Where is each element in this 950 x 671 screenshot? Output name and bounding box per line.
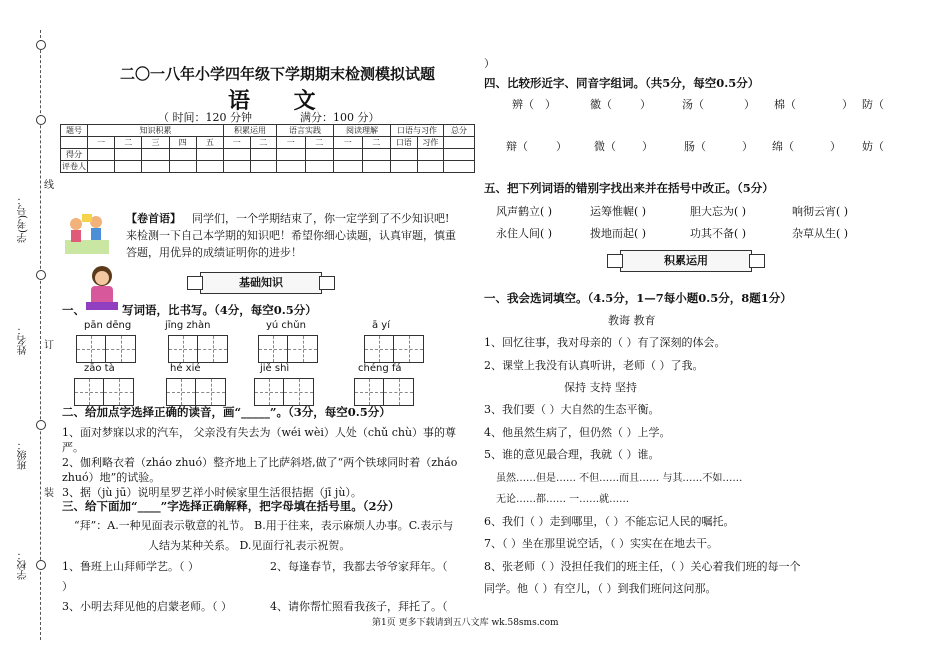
- q5-item: 功其不备( ): [690, 227, 747, 240]
- pinyin: yú chǔn: [266, 320, 306, 331]
- q4-item: 妨（: [862, 140, 884, 153]
- q4-item: 徽（: [590, 98, 612, 111]
- girl-illustration: [78, 262, 126, 312]
- pinyin: ā yí: [372, 320, 391, 331]
- q2-item: 严。: [62, 441, 84, 454]
- pinyin: chéng fá: [358, 363, 402, 374]
- word-choices: 虽然……但是…… 不但……而且…… 与其……不如……: [496, 473, 743, 484]
- writing-grid[interactable]: [74, 378, 134, 406]
- r1-item: 1、回忆往事，我对母亲的（ ）有了深刻的体会。: [484, 336, 726, 349]
- exam-title: 二〇一八年小学四年级下学期期末检测模拟试题: [120, 65, 436, 83]
- score-header: 语言实践: [277, 125, 334, 137]
- intro-label: 【卷首语】: [126, 212, 181, 225]
- q2-title: 二、给加点字选择正确的读音，画“_____”。（3分，每空0.5分）: [62, 405, 391, 419]
- score-header: 口语与习作: [391, 125, 444, 137]
- score-header: 阅读理解: [334, 125, 391, 137]
- word-choices: 保持 支持 坚持: [564, 381, 637, 394]
- exam-subject: 语 文: [228, 88, 334, 114]
- q5-item: 杂草从生( ): [792, 227, 849, 240]
- score-sub: 二: [115, 137, 142, 149]
- q4-item: 微（: [594, 140, 616, 153]
- q4-item: 绵（: [772, 140, 794, 153]
- score-sub: 三: [142, 137, 169, 149]
- q1-title: 写词语，比书写。（4分，每空0.5分）: [122, 303, 317, 317]
- r1-item: 7、（ ）坐在那里说空话，（ ）实实在在地去干。: [484, 537, 718, 550]
- q4-item: 汤（: [682, 98, 704, 111]
- r1-item: 8、张老师（ ）没担任我们的班主任，（ ）关心着我们班的每一个: [484, 560, 801, 573]
- q3-item: 2、每逢春节，我都去爷爷家拜年。（: [270, 560, 448, 573]
- q3-item: 1、鲁班上山拜师学艺。（ ）: [62, 560, 199, 573]
- q5-item: 风声鹤立( ): [496, 205, 553, 218]
- q5-item: 响彻云宵( ): [792, 205, 849, 218]
- score-sub: 五: [196, 137, 223, 149]
- writing-grid[interactable]: [354, 378, 414, 406]
- pinyin: pān dēng: [84, 320, 132, 331]
- q4-item: 辨（: [512, 98, 534, 111]
- q3-item: 3、小明去拜见他的启蒙老师。（ ）: [62, 600, 232, 613]
- binding-hole: [36, 115, 46, 125]
- score-table: [60, 124, 475, 173]
- writing-grid[interactable]: [258, 335, 318, 363]
- cut-mark: 线: [44, 180, 54, 191]
- writing-grid[interactable]: [168, 335, 228, 363]
- q5-item: 永住人间( ): [496, 227, 553, 240]
- r1-item: 5、谁的意见最合理，我就（ ）谁。: [484, 448, 660, 461]
- continued-bracket: ）: [484, 57, 495, 70]
- score-sub: 习作: [417, 137, 444, 149]
- q1-prefix: 一、: [62, 303, 85, 317]
- r1-item: 2、课堂上我没有认真听讲，老师（ ）了我。: [484, 359, 704, 372]
- score-row-label: 得分: [61, 149, 88, 161]
- accumulation-banner: 积累运用: [620, 250, 752, 272]
- student-id-label: 学(考)号：: [18, 195, 29, 243]
- cut-mark: 装: [44, 488, 54, 499]
- word-choices: 无论……都…… 一……就……: [496, 494, 630, 505]
- exam-time: （ 时间：120 分钟: [158, 111, 252, 124]
- word-choices: 教诲 教育: [608, 314, 656, 327]
- school-label: 学校：: [18, 550, 29, 580]
- binding-hole: [36, 270, 46, 280]
- page-footer: 第1页 更多下载请到五八文库 wk.58sms.com: [372, 618, 559, 628]
- score-sub: 二: [362, 137, 391, 149]
- score-sub: 一: [224, 137, 251, 149]
- q2-item: 3、据（jù jū）说明星罗艺祥小时候家里生活很拮据（jī jù）。: [62, 486, 362, 499]
- q5-item: 胆大忘为( ): [690, 205, 747, 218]
- intro-line: 答题，用优异的成绩证明你的进步！: [126, 246, 302, 259]
- children-illustration: [62, 208, 112, 258]
- name-label: 姓名：: [18, 325, 29, 355]
- binding-hole: [36, 40, 46, 50]
- q4-item: 棉（: [774, 98, 796, 111]
- q3-definition: “拜”：A.一种见面表示敬意的礼节。 B.用于往来，表示麻烦人办事。C.表示与: [74, 519, 454, 532]
- intro-line: 来检测一下自己本学期的知识吧！希望你细心读题，认真审题，慎重: [126, 229, 456, 242]
- q4-item: 辩（: [506, 140, 528, 153]
- score-sub: 二: [250, 137, 277, 149]
- score-sub: 二: [305, 137, 334, 149]
- score-header: 积累运用: [224, 125, 277, 137]
- q2-item: zhuó）地”的试验。: [62, 471, 161, 484]
- pinyin: zāo tà: [84, 363, 115, 374]
- score-sub: 一: [334, 137, 363, 149]
- cut-mark: 订: [44, 340, 54, 351]
- q3-title: 三、给下面加“____”字选择正确解释，把字母填在括号里。（2分）: [62, 499, 400, 513]
- exam-full-score: 满分：100 分）: [300, 111, 380, 124]
- q4-item: 肠（: [684, 140, 706, 153]
- basic-knowledge-banner: 基础知识: [200, 272, 322, 294]
- r1-item: 同学。他（ ）有空儿，（ ）到我们班问这问那。: [484, 582, 717, 595]
- score-header: 题号: [61, 125, 88, 137]
- score-sub: 一: [88, 137, 115, 149]
- class-label: 班级：: [18, 440, 29, 470]
- intro-line: 同学们，一个学期结束了，你一定学到了不少知识吧!: [192, 212, 450, 225]
- binding-hole: [36, 560, 46, 570]
- q5-item: 拨地而起( ): [590, 227, 647, 240]
- score-sub: 一: [277, 137, 306, 149]
- binding-hole: [36, 420, 46, 430]
- score-header: 知识积累: [88, 125, 224, 137]
- r1-item: 3、我们要（ ）大自然的生态平衡。: [484, 403, 660, 416]
- q4-title: 四、比较形近字、同音字组词。（共5分，每空0.5分）: [484, 76, 760, 90]
- r1-title: 一、我会选词填空。（4.5分，1—7每小题0.5分，8题1分）: [484, 291, 792, 305]
- q5-title: 五、把下列词语的错别字找出来并在括号中改正。（5分）: [484, 181, 774, 195]
- score-header: 总分: [444, 125, 475, 137]
- writing-grid[interactable]: [364, 335, 424, 363]
- grader-row-label: 评卷人: [62, 162, 86, 171]
- writing-grid[interactable]: [76, 335, 136, 363]
- pinyin: jīng zhàn: [165, 320, 211, 331]
- pinyin: jiě shì: [260, 363, 290, 374]
- q2-item: 2、伽利略衣着（zháo zhuó）整齐地上了比萨斜塔,做了“两个铁球同时着（zháo: [62, 456, 458, 469]
- pinyin: hé xié: [170, 363, 201, 374]
- q3-definition: 人结为某种关系。 D.见面行礼表示祝贺。: [148, 539, 351, 552]
- score-sub: 口语: [391, 137, 418, 149]
- writing-grid[interactable]: [254, 378, 314, 406]
- q2-item: 1、面对梦寐以求的汽车， 父亲没有失去为（wéi wèi）人处（chǔ chù）事的尊: [62, 426, 457, 439]
- q3-item: ）: [62, 580, 73, 593]
- writing-grid[interactable]: [166, 378, 226, 406]
- score-sub: 四: [169, 137, 196, 149]
- q3-item: 4、请你帮忙照看我孩子，拜托了。（: [270, 600, 448, 613]
- r1-item: 4、他虽然生病了，但仍然（ ）上学。: [484, 426, 671, 439]
- r1-item: 6、我们（ ）走到哪里，（ ）不能忘记人民的嘱托。: [484, 515, 735, 528]
- q5-item: 运筹惟幄( ): [590, 205, 647, 218]
- q4-item: 防（: [862, 98, 884, 111]
